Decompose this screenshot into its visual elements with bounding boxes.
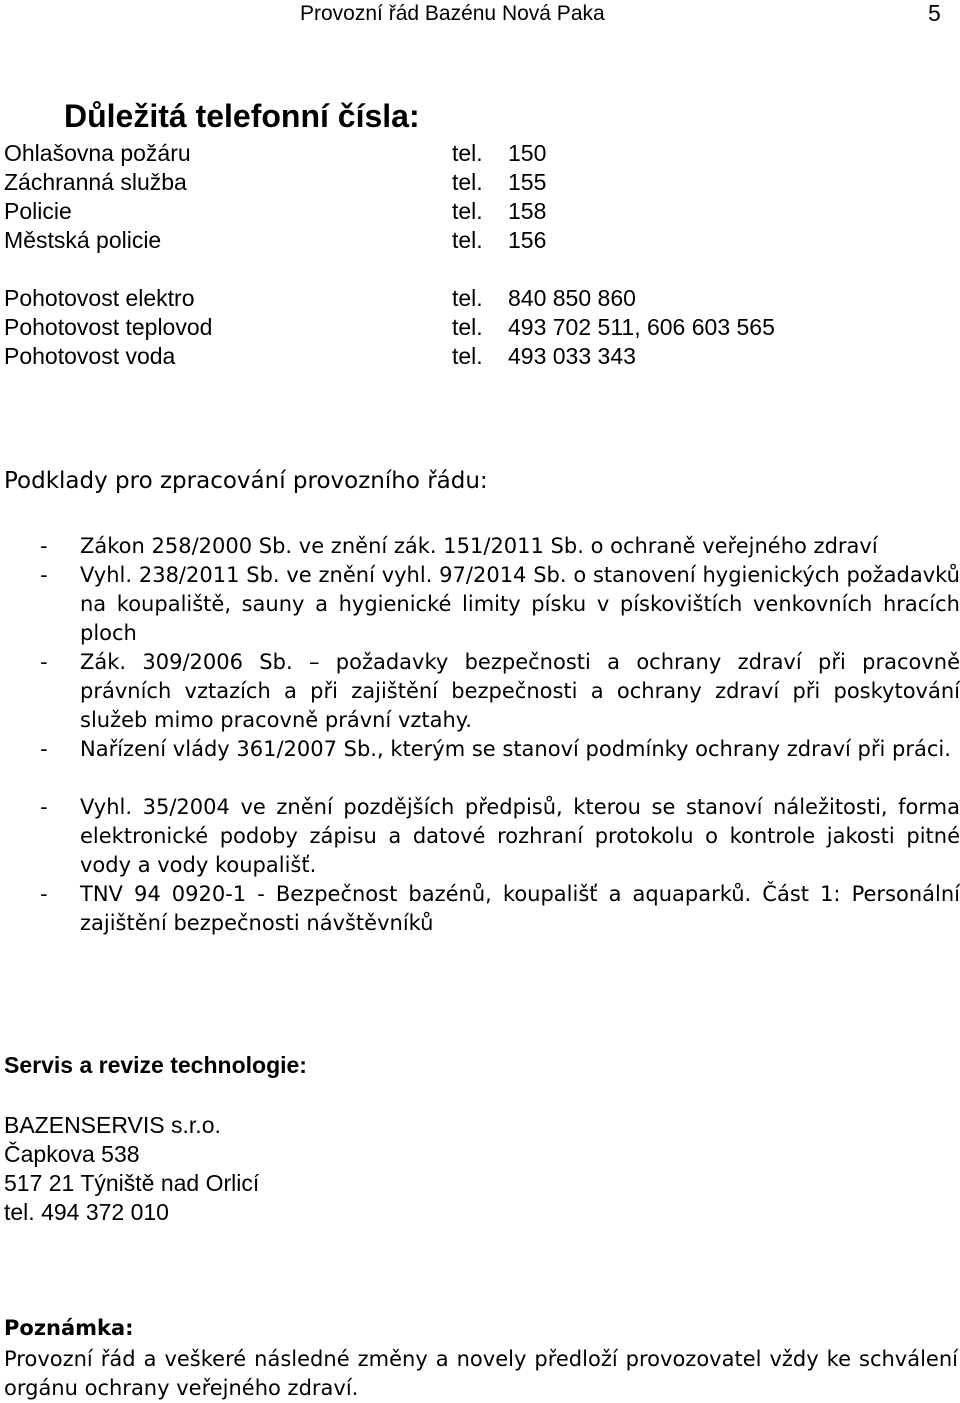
service-phone: tel. 494 372 010 [4,1199,169,1225]
page-number: 5 [928,0,941,26]
phone-tel-label: tel. [452,140,483,166]
phone-tel-label: tel. [452,285,483,311]
service-title: Servis a revize technologie: [4,1052,307,1078]
list-item-text: TNV 94 0920-1 - Bezpečnost bazénů, koupališť a aquaparků. Část 1: Personální zajištění bezpečnosti návštěvníků [80,882,960,935]
phones-title: Důležitá telefonní čísla: [64,98,420,134]
list-item-text: Zákon 258/2000 Sb. ve znění zák. 151/2011 Sb. o ochraně veřejného zdraví [80,534,878,558]
list-item-text: Nařízení vlády 361/2007 Sb., kterým se stanoví podmínky ochrany zdraví při práci. [80,737,951,761]
list-dash: - [40,563,48,587]
phone-tel-label: tel. [452,227,483,253]
list-item-text: Zák. 309/2006 Sb. – požadavky bezpečnosti a ochrany zdraví při pracovně právních vztazích a při zajištění bezpečnosti a ochrany zdraví při poskytování služeb mimo pracovně právní vztahy. [80,650,960,732]
phone-name: Městská policie [4,227,162,253]
service-street: Čapkova 538 [4,1141,140,1167]
note-text: Provozní řád a veškeré následné změny a novely předloží provozovatel vždy ke schválení orgánu ochrany veřejného zdraví. [4,1347,958,1400]
phone-number: 150 [508,140,547,166]
page-header-title: Provozní řád Bazénu Nová Paka [300,2,605,25]
phone-number: 493 702 511, 606 603 565 [508,314,775,340]
phone-name: Policie [4,198,72,224]
phone-number: 158 [508,198,547,224]
phone-name: Záchranná služba [4,169,187,195]
list-dash: - [40,795,48,819]
phone-tel-label: tel. [452,169,483,195]
phone-tel-label: tel. [452,198,483,224]
phone-name: Pohotovost teplovod [4,314,213,340]
phone-tel-label: tel. [452,343,483,369]
note-title: Poznámka: [4,1316,134,1340]
phone-name: Ohlašovna požáru [4,140,191,166]
phone-tel-label: tel. [452,314,483,340]
list-dash: - [40,882,48,906]
phone-number: 493 033 343 [508,343,636,369]
list-item-text: Vyhl. 35/2004 ve znění pozdějších předpisů, kterou se stanoví náležitosti, forma elektronické podoby zápisu a datové rozhraní protokolu o kontrole jakosti pitné vody a vody koupališť. [80,795,960,877]
list-dash: - [40,534,48,558]
legislation-title: Podklady pro zpracování provozního řádu: [4,468,488,494]
service-city: 517 21 Týniště nad Orlicí [4,1170,260,1196]
list-dash: - [40,737,48,761]
phone-number: 155 [508,169,547,195]
phone-name: Pohotovost voda [4,343,176,369]
list-item-text: Vyhl. 238/2011 Sb. ve znění vyhl. 97/2014 Sb. o stanovení hygienických požadavků na koupaliště, sauny a hygienické limity písku v pískovištích venkovních hracích ploch [80,563,960,645]
phone-number: 156 [508,227,547,253]
phone-number: 840 850 860 [508,285,636,311]
service-company: BAZENSERVIS s.r.o. [4,1112,221,1138]
list-dash: - [40,650,48,674]
phone-name: Pohotovost elektro [4,285,195,311]
